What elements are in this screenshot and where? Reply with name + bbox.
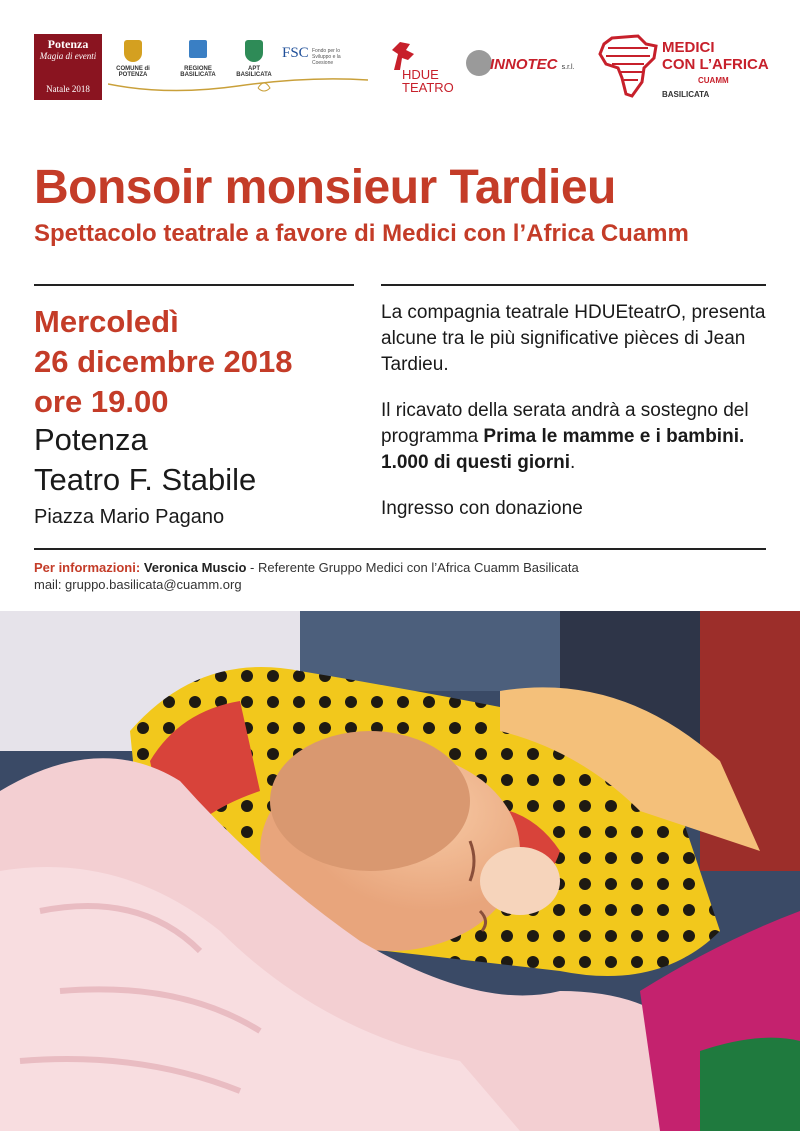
potenza-logo-line3: Natale 2018 (46, 84, 90, 94)
innotec-logo-suffix: s.r.l. (561, 64, 575, 71)
contact-info (34, 559, 579, 593)
innotec-logo-name: INNOTEC (490, 56, 558, 73)
potenza-magia-di-eventi-logo (34, 34, 102, 100)
fsc-logo-subtitle: Fondo per lo Sviluppo e la Coesione (312, 48, 341, 66)
event-date-block (34, 302, 293, 422)
event-venue-block (34, 420, 256, 500)
description-company: La compagnia teatrale HDUEteatrO, presenta alcune tra le più significative pièces di Jean Tardieu. (381, 302, 766, 375)
info-mail: mail: gruppo.basilicata@cuamm.org (34, 577, 242, 592)
potenza-logo-line2: Magia di eventi (39, 51, 97, 61)
comune-logo-label: COMUNE di POTENZA (116, 66, 150, 78)
description-proceeds (381, 398, 771, 476)
description-proceeds-end: . (570, 452, 576, 473)
regione-logo-label: REGIONE BASILICATA (180, 66, 216, 78)
africa-map-icon (598, 34, 660, 100)
globe-icon (466, 50, 492, 76)
divider-bottom (34, 548, 766, 550)
cuamm-logo-line2: CON L’AFRICA (662, 56, 769, 73)
program-name: Prima le mamme e i bambini. 1.000 di questi giorni (381, 426, 745, 473)
cuamm-logo-line4: BASILICATA (662, 90, 710, 99)
event-description (381, 300, 771, 542)
event-day: Mercoledì (34, 304, 179, 339)
regione-emblem-icon (189, 40, 207, 58)
info-contact-name: Veronica Muscio (143, 560, 247, 575)
hdue-teatro-logo (388, 40, 458, 96)
info-label: Per informazioni: (34, 560, 141, 575)
fsc-logo-name: FSC (282, 45, 309, 61)
event-title: Bonsoir monsieur Tardieu (34, 161, 616, 214)
potenza-logo-line1: Potenza (47, 37, 89, 51)
divider-left (34, 284, 354, 286)
event-subtitle: Spettacolo teatrale a favore di Medici con l’Africa Cuamm (34, 220, 689, 247)
hdue-logo-line1: HDUE (402, 67, 439, 82)
event-address: Piazza Mario Pagano (34, 506, 225, 528)
description-proceeds-text: Il ricavato della serata andrà a sostegno del programma (381, 400, 749, 447)
fsc-logo (282, 44, 362, 66)
cuamm-logo-line3: CUAMM (698, 76, 729, 85)
event-city: Potenza (34, 422, 148, 457)
comune-crest-icon (124, 40, 142, 62)
divider-right (381, 284, 766, 286)
event-time: ore 19.00 (34, 384, 169, 419)
sponsor-logos-bar (0, 0, 800, 110)
event-theatre: Teatro F. Stabile (34, 462, 257, 497)
apt-logo-label: APT BASILICATA (236, 66, 272, 78)
description-entry: Ingresso con donazione (381, 498, 583, 519)
event-date: 26 dicembre 2018 (34, 344, 293, 379)
info-contact-role: - Referente Gruppo Medici con l’Africa Cuamm Basilicata (246, 560, 579, 575)
hdue-logo-line2: TEATRO (402, 80, 454, 95)
cuamm-logo-line1: MEDICI (662, 39, 715, 56)
newborn-baby-photo (0, 611, 800, 1131)
gold-swirl-decoration (108, 72, 368, 96)
apt-crest-icon (245, 40, 263, 62)
